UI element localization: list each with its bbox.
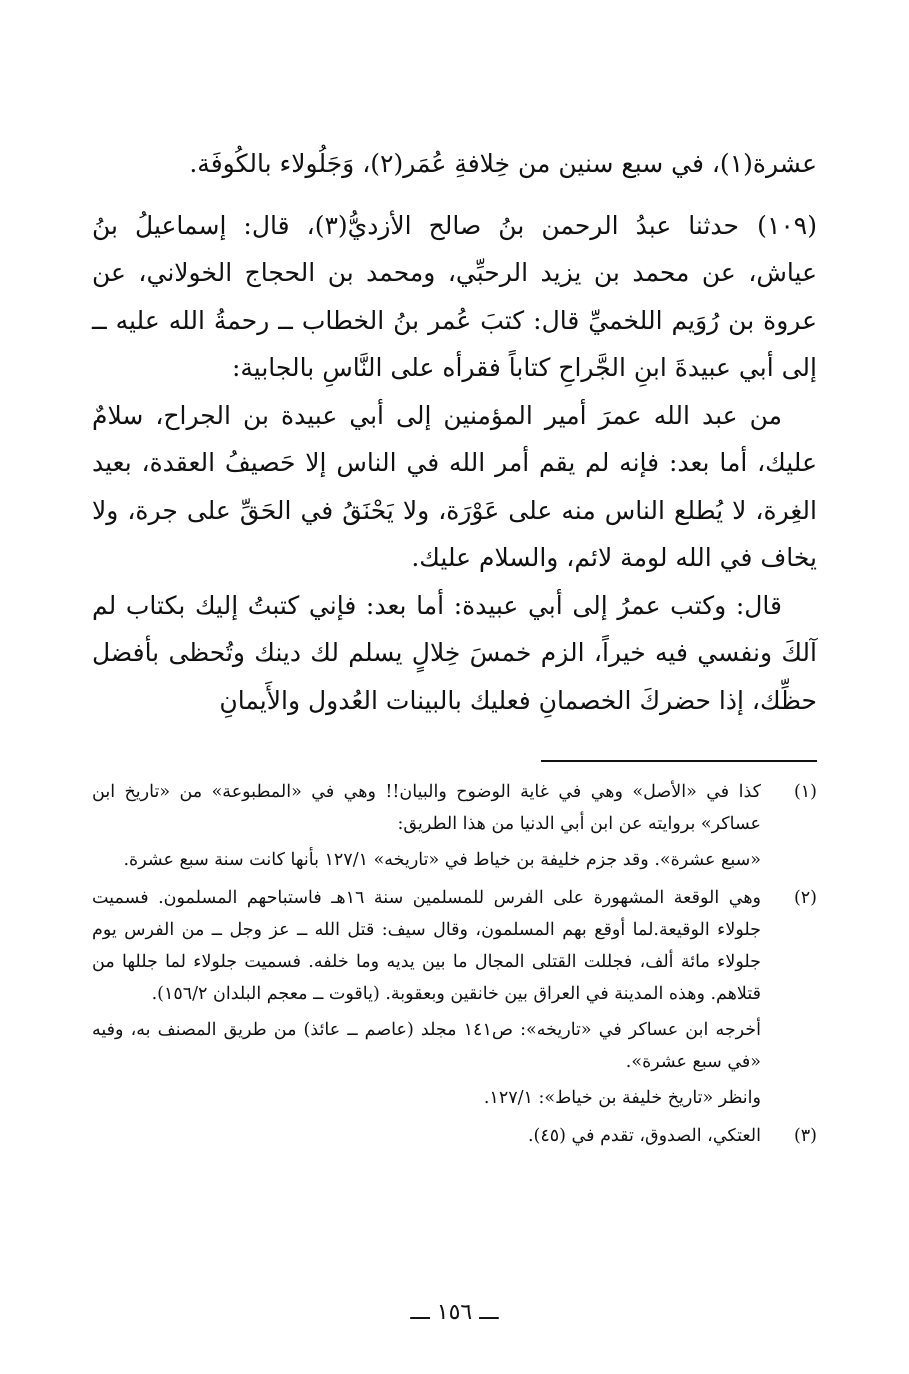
footnote-paragraph: «سبع عشرة». وقد جزم خليفة بن خياط في «تاريخه» ١٢٧/١ بأنها كانت سنة سبع عشرة. [123, 850, 761, 870]
hadith-number: (١٠٩) [757, 210, 817, 240]
footnote-paragraph: وهي الوقعة المشهورة على الفرس للمسلمين سنة ١٦هـ فاستباحهم المسلمون. فسميت جلولاء الوقيعة.لما أوقع بهم المسلمون، وقال سيف: قتل الله ــ عز وجل ــ من الفرس يوم جلولاء مائة ألف، فجللت القتلى المجال ما بين يديه وما خلفه. فسميت جلولاء لما جللها من قتلاهم. وهذه المدينة في العراق بين خانقين وبعقوبة. (ياقوت ــ معجم البلدان ١٥٦/٢). [92, 888, 761, 1004]
footnote-number: (٢) [793, 888, 817, 908]
footnote-paragraph: كذا في «الأصل» وهي في غاية الوضوح والبيان!! وهي في «المطبوعة» من «تاريخ ابن عساكر» بروايته عن ابن أبي الدنيا من هذا الطريق: [92, 782, 761, 834]
footnote-number: (١) [793, 782, 817, 802]
footnote-paragraph: وانظر «تاريخ خليفة بن خياط»: ١٢٧/١. [483, 1088, 761, 1108]
footnote-3 [92, 1120, 817, 1152]
page-number: ـــ ١٥٦ ـــ [410, 1300, 499, 1325]
continuation-line: عشرة(١)، في سبع سنين من خِلافةِ عُمَر(٢)، وَجَلُولاء بالكُوفَة. [189, 149, 817, 178]
footnote-2 [92, 882, 817, 1114]
letter-paragraph-2: قال: وكتب عمرُ إلى أبي عبيدة: أما بعد: فإني كتبتُ إليك بكتاب لم آلكَ ونفسي فيه خيراً، الزم خمسَ خِلالٍ يسلم لك دينك وتُحظى بأفضل حظِّك، إذا حضركَ الخصمانِ فعليك بالبينات العُدول والأَيمانِ [92, 590, 817, 715]
footnote-divider [541, 760, 817, 762]
main-text [92, 140, 817, 724]
hadith-text [92, 202, 817, 392]
hadith-109 [92, 202, 817, 392]
footnotes [92, 776, 817, 1158]
footnote-paragraph: أخرجه ابن عساكر في «تاريخه»: ص١٤١ مجلد (عاصم ــ عائذ) من طريق المصنف به، وفيه «في سبع عشرة». [92, 1020, 761, 1072]
hadith-text-content: حدثنا عبدُ الرحمن بنُ صالح الأزديُّ(٣)، قال: إسماعيلُ بنُ عياش، عن محمد بن يزيد الرحبِّي، ومحمد بن الحجاج الخولاني، عن عروة بن رُوَيم اللخميِّ قال: كتبَ عُمر بنُ الخطاب ــ رحمةُ الله عليه ــ إلى أبي عبيدةَ ابنِ الجَّراحِ كتاباً فقرأه على النَّاسِ بالجابية: [92, 210, 817, 382]
footnote-paragraph: العتكي، الصدوق، تقدم في (٤٥). [527, 1126, 761, 1146]
footnote-number: (٣) [793, 1126, 817, 1146]
letter-paragraph-1: من عبد الله عمرَ أمير المؤمنين إلى أبي عبيدة بن الجراح، سلامٌ عليك، أما بعد: فإنه لم يقم أمر الله في الناس إلا حَصيفُ العقدة، بعيد الغِرة، لا يُطلع الناس منه على عَوْرَة، ولا يَحْنَقُ في الحَقِّ على جرة، ولا يخاف في الله لومة لائم، والسلام عليك. [92, 400, 817, 572]
footnote-1 [92, 776, 817, 876]
